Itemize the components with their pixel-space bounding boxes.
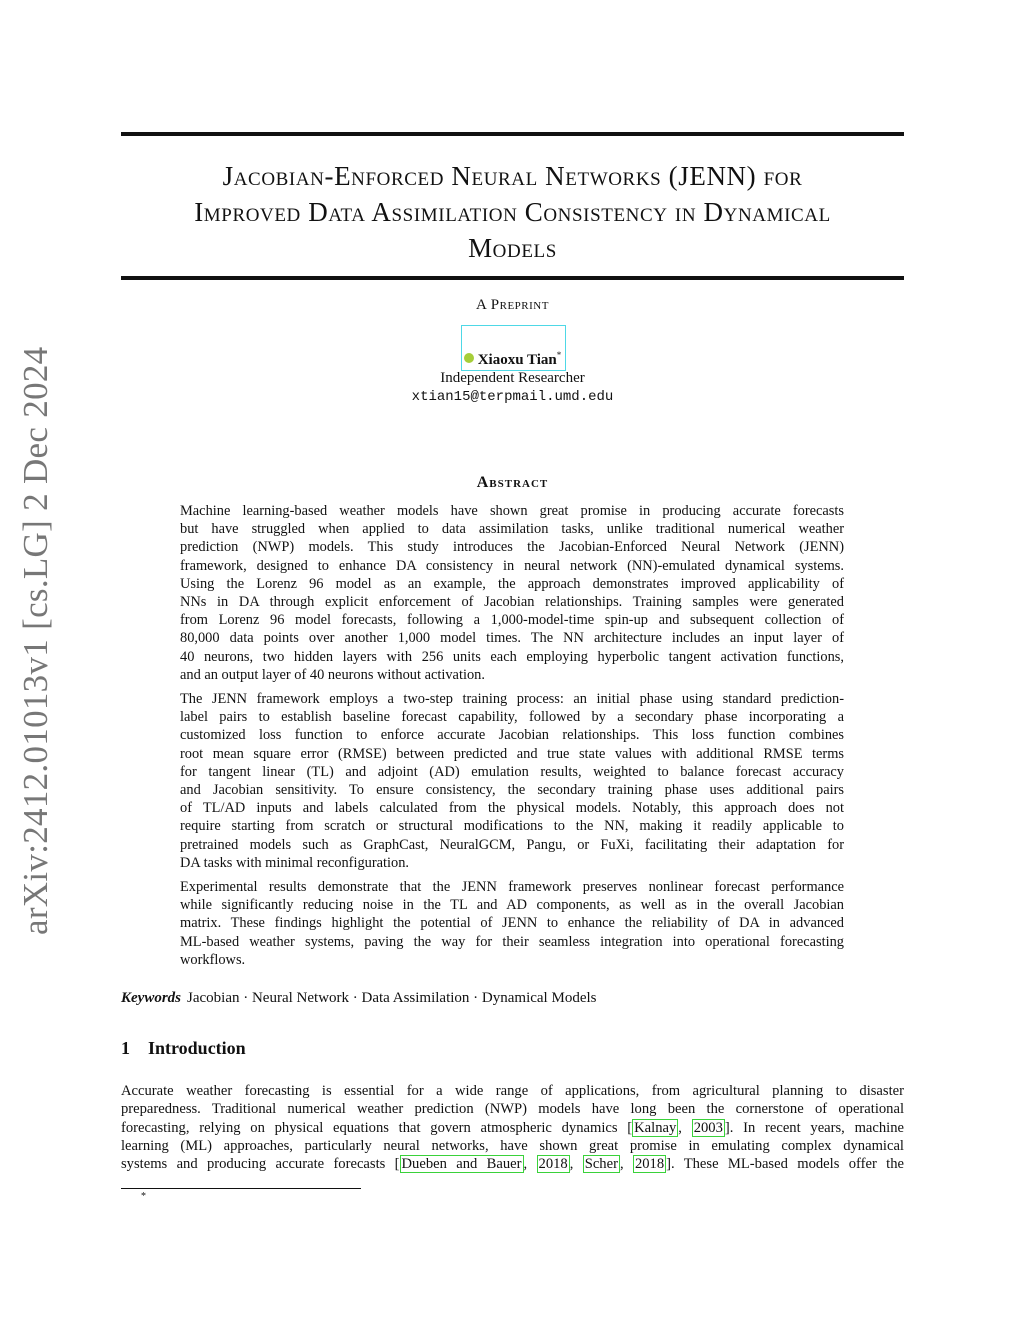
abstract-line: customized loss function to enforce accurate Jacobian relationships. This loss function combines <box>180 727 844 744</box>
abstract-line: 80,000 data points over another 1,000 model times. The NN architecture includes an input layer of <box>180 630 844 647</box>
citation-link[interactable]: 2018 <box>538 1156 568 1173</box>
arxiv-identifier-stamp: arXiv:2412.01013v1 [cs.LG] 2 Dec 2024 <box>16 346 55 935</box>
abstract-line: of TL/AD inputs and labels calculated from the physical models. Notably, this approach does not <box>180 800 844 817</box>
title-rule-top <box>121 132 904 136</box>
intro-line: preparedness. Traditional numerical weather prediction (NWP) models have long been the cornerstone of operational <box>121 1101 904 1118</box>
author-name[interactable]: Xiaoxu Tian <box>477 352 557 368</box>
citation-link[interactable]: Scher <box>584 1156 618 1173</box>
author-affiliation: Independent Researcher <box>440 370 585 386</box>
section-title: Introduction <box>148 1038 246 1058</box>
abstract-line: and Jacobian sensitivity. To ensure consistency, the secondary training phase uses additional pairs <box>180 782 844 799</box>
abstract-line: 40 neurons, two hidden layers with 256 units each employing hyperbolic tangent activation functions, <box>180 648 844 665</box>
citation-link[interactable]: Dueben and Bauer <box>401 1156 522 1173</box>
footnote-marker: * <box>141 1191 146 1202</box>
paper-title <box>121 158 904 266</box>
preprint-label: A Preprint <box>476 297 549 313</box>
title-rule-bottom <box>121 276 904 280</box>
abstract-line: root mean square error (RMSE) between predicted and true state values with additional RMSE terms <box>180 745 844 762</box>
abstract-line: framework, designed to enhance DA consistency in neural network (NN)-emulated dynamical systems. <box>180 557 844 574</box>
citation-link[interactable]: Kalnay <box>634 1119 677 1136</box>
abstract-line: workflows. <box>180 951 246 968</box>
abstract-heading: Abstract <box>476 474 549 491</box>
intro-text: , <box>569 1156 583 1173</box>
abstract-line: label pairs to establish baseline forecast capability, followed by a secondary phase incorporating a <box>180 709 844 726</box>
abstract-line: matrix. These findings highlight the potential of JENN to enhance the reliability of DA in advanced <box>180 915 844 932</box>
section-heading-introduction <box>121 1038 246 1059</box>
title-line-3: Models <box>468 233 557 263</box>
citation-link[interactable]: 2003 <box>693 1119 723 1136</box>
section-number: 1 <box>121 1038 130 1058</box>
footnote-rule <box>121 1188 361 1189</box>
abstract-line: prediction (NWP) models. This study introduces the Jacobian-Enforced Neural Network (JENN) <box>180 539 844 556</box>
intro-line <box>121 1155 904 1173</box>
abstract-line: ML-based weather systems, paving the way for their seamless integration into operational forecasting <box>180 933 844 950</box>
intro-line: learning (ML) approaches, particularly neural networks, have shown great promise in emulating complex dynamical <box>121 1137 904 1154</box>
intro-text: ]. In recent years, machine <box>724 1119 905 1136</box>
intro-text: , <box>678 1119 692 1136</box>
intro-text: ]. These ML-based models offer the <box>666 1156 905 1173</box>
abstract-line: Using the Lorenz 96 model as an example, the approach demonstrates improved applicability of <box>180 575 844 592</box>
orcid-icon[interactable] <box>464 353 474 363</box>
keywords-label: Keywords <box>121 990 181 1006</box>
abstract-line: for tangent linear (TL) and adjoint (AD) emulation results, weighted to balance forecast accuracy <box>180 763 844 780</box>
intro-line <box>121 1119 904 1137</box>
abstract-line: The JENN framework employs a two-step training process: an initial phase using standard prediction- <box>180 691 844 708</box>
intro-text: , <box>619 1156 633 1173</box>
abstract-paragraph-2 <box>180 690 844 872</box>
intro-text: , <box>523 1156 537 1173</box>
citation-link[interactable]: 2018 <box>634 1156 665 1173</box>
abstract-body <box>180 502 844 975</box>
intro-text: systems and producing accurate forecasts [ <box>121 1156 400 1173</box>
keywords-list: Jacobian · Neural Network · Data Assimilation · Dynamical Models <box>187 990 597 1006</box>
abstract-line: and an output layer of 40 neurons without activation. <box>180 666 485 683</box>
abstract-line: but have struggled when applied to data assimilation tasks, unlike traditional numerical weather <box>180 521 844 538</box>
abstract-line: pretrained models such as GraphCast, NeuralGCM, Pangu, or FuXi, facilitating their adaptation for <box>180 836 844 853</box>
introduction-body <box>121 1082 904 1173</box>
abstract-line: NNs in DA through explicit enforcement of Jacobian relationships. Training samples were generated <box>180 594 844 611</box>
title-line-2: Improved Data Assimilation Consistency in Dynamical <box>194 197 831 227</box>
author-footnote-marker[interactable]: * <box>556 350 562 360</box>
title-line-1: Jacobian-Enforced Neural Networks (JENN) for <box>222 161 803 191</box>
intro-text: forecasting, relying on physical equations that govern atmospheric dynamics [ <box>121 1119 633 1136</box>
abstract-paragraph-1 <box>180 502 844 684</box>
keywords <box>121 990 596 1007</box>
abstract-line: Machine learning-based weather models have shown great promise in producing accurate forecasts <box>180 503 844 519</box>
abstract-line: require starting from scratch or structural modifications to the NN, making it readily applicable to <box>180 818 844 835</box>
abstract-line: while significantly reducing noise in the TL and AD components, as well as in the overall Jacobian <box>180 897 844 914</box>
abstract-line: DA tasks with minimal reconfiguration. <box>180 854 410 871</box>
author-line <box>121 350 904 369</box>
abstract-line: from Lorenz 96 model forecasts, following a 1,000-model-time spin-up and subsequent collection of <box>180 612 844 629</box>
abstract-line: Experimental results demonstrate that the JENN framework preserves nonlinear forecast performance <box>180 879 844 896</box>
abstract-paragraph-3 <box>180 878 844 969</box>
author-email: xtian15@terpmail.umd.edu <box>411 389 614 405</box>
intro-line: Accurate weather forecasting is essential for a wide range of applications, from agricultural planning to disaster <box>121 1083 904 1099</box>
